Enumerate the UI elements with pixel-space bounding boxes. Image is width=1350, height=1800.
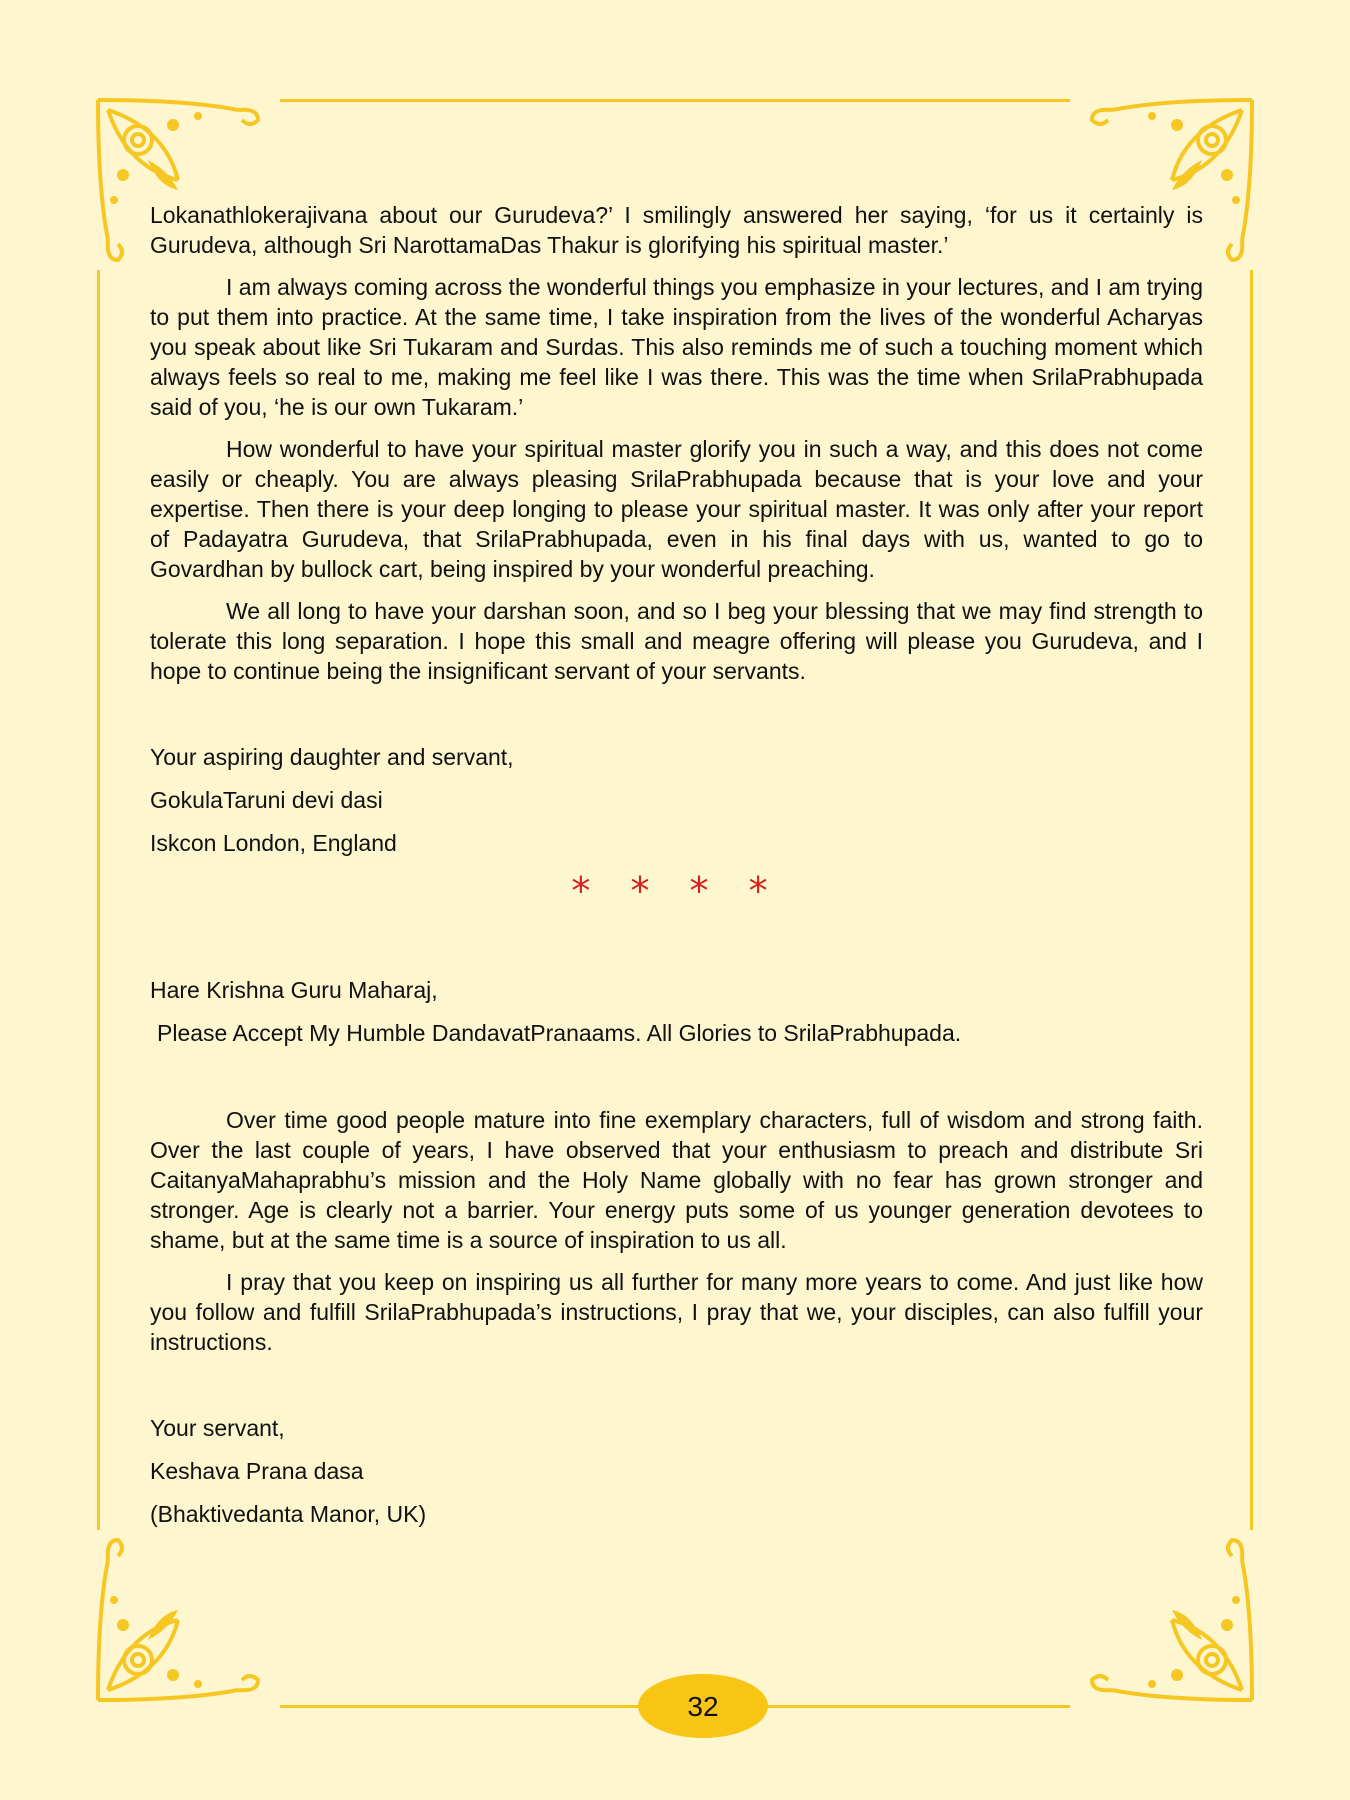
letter2-signature-name: Keshava Prana dasa [150, 1458, 364, 1484]
letter1-paragraph-1: Lokanathlokerajivana about our Gurudeva?’ I smilingly answered her saying, ‘for us it certainly is Gurudeva, although Sri NarottamaDas Thakur is glorifying his spiritual master.’ [150, 202, 1203, 258]
letter1-paragraph-3: How wonderful to have your spiritual master glorify you in such a way, and this does not come easily or cheaply. You are always pleasing SrilaPrabhupada because that is your love and your expertise. Then there is your deep longing to please your spiritual master. It was only after your report of Padayatra Gurudeva, that SrilaPrabhupada, even in his final days with us, wanted to go to Govardhan by bullock cart, being inspired by your wonderful preaching. [150, 436, 1203, 582]
letter2-paragraph-1: Over time good people mature into fine exemplary characters, full of wisdom and strong faith. Over the last couple of years, I have observed that your enthusiasm to preach and distribute Sri CaitanyaMahaprabhu’s mission and the Holy Name globally with no fear has grown stronger and stronger. Age is clearly not a barrier. Your energy puts some of us younger generation devotees to shame, but at the same time is a source of inspiration to us all. [150, 1107, 1203, 1253]
letter2-obeisance: Please Accept My Humble DandavatPranaams. All Glories to SrilaPrabhupada. [157, 1020, 962, 1046]
letter2-paragraph-2: I pray that you keep on inspiring us all further for many more years to come. And just like how you follow and fulfill SrilaPrabhupada’s instructions, I pray that we, your disciples, can also fulfill your instructions. [150, 1269, 1203, 1355]
border-left [97, 270, 100, 1530]
page-content [150, 200, 1203, 1542]
letter2-closing: Your servant, [150, 1415, 285, 1441]
letter1-paragraph-4: We all long to have your darshan soon, and so I beg your blessing that we may find strength to tolerate this long separation. I hope this small and meagre offering will please you Gurudeva, and I hope to continue being the insignificant servant of your servants. [150, 598, 1203, 684]
letter2-signature-place: (Bhaktivedanta Manor, UK) [150, 1501, 427, 1527]
corner-ornament-icon [1072, 1520, 1272, 1720]
letter1-signature-name: GokulaTaruni devi dasi [150, 787, 383, 813]
corner-ornament-icon [78, 1520, 278, 1720]
letter1-closing: Your aspiring daughter and servant, [150, 744, 514, 770]
letter2-salutation: Hare Krishna Guru Maharaj, [150, 977, 438, 1003]
border-top [280, 99, 1070, 102]
letter1-paragraph-2: I am always coming across the wonderful things you emphasize in your lectures, and I am trying to put them into practice. At the same time, I take inspiration from the lives of the wonderful Acharyas you speak about like Sri Tukaram and Surdas. This also reminds me of such a touching moment which always feels so real to me, making me feel like I was there. This was the time when SrilaPrabhupada said of you, ‘he is our own Tukaram.’ [150, 274, 1203, 420]
page-number: 32 [638, 1674, 768, 1738]
border-right [1250, 270, 1253, 1530]
letter1-signature-place: Iskcon London, England [150, 830, 397, 856]
section-separator: * * * * [571, 869, 782, 913]
